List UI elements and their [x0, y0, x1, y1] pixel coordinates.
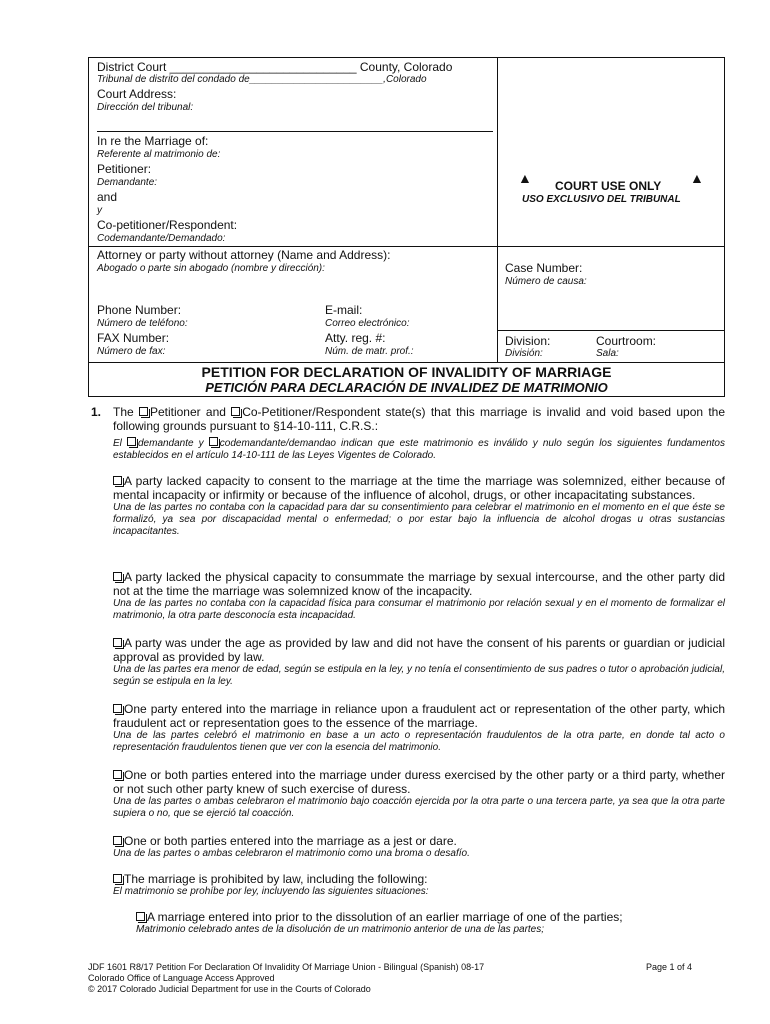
ground-5-text: One or both parties entered into the marriage under duress exercised by the other party or a third party, whether or not such other party knew of such exercise of duress.: [113, 768, 725, 796]
ground-5: [113, 768, 725, 820]
in-re-label-es: Referente al matrimonio de:: [97, 149, 221, 160]
codemandante-checkbox[interactable]: [209, 437, 218, 446]
courtroom-label: Courtroom:: [596, 334, 657, 348]
ground-4-checkbox[interactable]: [113, 704, 122, 713]
ground-7-checkbox[interactable]: [113, 874, 122, 883]
item1-text-a: The: [113, 405, 139, 419]
attorney-label: Attorney or party without attorney (Name and Address):: [97, 248, 391, 262]
case-number-label: Case Number:: [505, 261, 583, 275]
caption-divider-vertical: [497, 57, 498, 363]
address-underline: [97, 131, 493, 132]
sub-ground-1-checkbox[interactable]: [136, 912, 145, 921]
demandante-checkbox[interactable]: [127, 437, 136, 446]
ground-7: [113, 872, 725, 898]
ground-4-text: One party entered into the marriage in reliance upon a fraudulent act or representation of the other party, which fraudulent act or representation goes to the essence of the marriage.: [113, 702, 725, 730]
ground-3-text: A party was under the age as provided by law and did not have the consent of his parents or guardian or judicial approval as provided by law.: [113, 636, 725, 664]
sub-ground-1: [136, 910, 725, 936]
parties-divider: [88, 246, 498, 247]
sub-ground-1-text-es: Matrimonio celebrado antes de la disolución de un matrimonio anterior de una de las partes;: [136, 924, 545, 935]
item1-es-c: codemandante/demandao indican que este matrimonio es inválido y nulo según los siguientes fundamentos establecidos en el artículo 14-10-111 de las Leyes Vigentes de Colorado.: [113, 438, 725, 461]
courtroom-label-es: Sala:: [596, 348, 619, 359]
court-use-divider: [497, 246, 725, 247]
co-petitioner-checkbox[interactable]: [231, 407, 240, 416]
ground-2: [113, 570, 725, 622]
page-title: PETITION FOR DECLARATION OF INVALIDITY OF MARRIAGE: [201, 364, 612, 380]
item1-text: [113, 405, 725, 433]
page-title-es: PETICIÓN PARA DECLARACIÓN DE INVALIDEZ DE MATRIMONIO: [205, 380, 608, 395]
ground-7-text: The marriage is prohibited by law, including the following:: [124, 872, 428, 886]
footer-copyright: © 2017 Colorado Judicial Department for use in the Courts of Colorado: [88, 984, 371, 994]
ground-2-text-es: Una de las partes no contaba con la capacidad física para consumar el matrimonio por relación sexual y en el momento de formalizar el matrimonio, la otra parte desconocía esta incapacidad.: [113, 598, 725, 621]
and-label-es: y: [97, 205, 102, 216]
email-label-es: Correo electrónico:: [325, 318, 410, 329]
ground-5-text-es: Una de las partes o ambas celebraron el matrimonio bajo coacción ejercida por la otra parte o una tercera parte, ya sea que la otra parte supiera o no, que se ejerció tal coacción.: [113, 796, 725, 819]
division-label-es: División:: [505, 348, 543, 359]
atty-reg-label-es: Núm. de matr. prof.:: [325, 346, 414, 357]
fax-label: FAX Number:: [97, 331, 170, 345]
ground-2-checkbox[interactable]: [113, 572, 122, 581]
division-label: Division:: [505, 334, 551, 348]
ground-6-text: One or both parties entered into the marriage as a jest or dare.: [124, 834, 457, 848]
ground-4-text-es: Una de las partes celebró el matrimonio en base a un acto o representación fraudulentos de la otra parte, en donde tal acto o representación fraudulentos tienen que ver con la esencia del matrimonio.: [113, 730, 725, 753]
ground-3-checkbox[interactable]: [113, 638, 122, 647]
ground-2-text: A party lacked the physical capacity to consummate the marriage by sexual intercourse, and the other party did not at the time the marriage was solemnized know of the incapacity.: [113, 570, 725, 598]
ground-1-text: A party lacked capacity to consent to the marriage at the time the marriage was solemnized, either because of mental incapacity or infirmity or because of the influence of alcohol, drugs, or other incapacitating substances.: [113, 474, 725, 502]
footer-form-id: JDF 1601 R8/17 Petition For Declaration Of Invalidity Of Marriage Union - Bilingual (Spanish) 08-17: [88, 962, 485, 972]
ground-6-checkbox[interactable]: [113, 836, 122, 845]
co-petitioner-label-es: Codemandante/Demandado:: [97, 233, 226, 244]
item1-es-b: demandante y: [137, 438, 209, 449]
item1-es-a: El: [113, 438, 127, 449]
item1-text-es: [113, 437, 725, 462]
title-divider: [88, 362, 725, 363]
ground-3-text-es: Una de las partes era menor de edad, según se estipula en la ley, y no tenía el consentimiento de sus padres o tutor o aprobación judicial, según se estipula en la ley.: [113, 664, 725, 687]
phone-label: Phone Number:: [97, 303, 182, 317]
ground-3: [113, 636, 725, 688]
case-number-label-es: Número de causa:: [505, 276, 587, 287]
fax-label-es: Número de fax:: [97, 346, 166, 357]
atty-reg-label: Atty. reg. #:: [325, 331, 386, 345]
district-court-line-es: Tribunal de distrito del condado de________________________,Colorado: [97, 74, 427, 85]
sub-ground-1-text: A marriage entered into prior to the dissolution of an earlier marriage of one of the parties;: [147, 910, 623, 924]
case-number-divider: [497, 330, 725, 331]
ground-6-text-es: Una de las partes o ambas celebraron el matrimonio como una broma o desafío.: [113, 848, 470, 859]
ground-1: [113, 474, 725, 538]
court-address-label: Court Address:: [97, 87, 177, 101]
in-re-label: In re the Marriage of:: [97, 134, 209, 148]
ground-1-checkbox[interactable]: [113, 476, 122, 485]
court-use-only-label-es: USO EXCLUSIVO DEL TRIBUNAL: [522, 194, 681, 205]
phone-label-es: Número de teléfono:: [97, 318, 188, 329]
court-address-label-es: Dirección del tribunal:: [97, 102, 194, 113]
email-label: E-mail:: [325, 303, 363, 317]
ground-1-text-es: Una de las partes no contaba con la capacidad para dar su consentimiento para celebrar el matrimonio en el momento en el que éste se formalizó, ya sea por discapacidad mental o enfermedad; o por estar bajo la influencia de alcohol drogas u otras sustancias incapacitantes.: [113, 502, 725, 537]
attorney-label-es: Abogado o parte sin abogado (nombre y dirección):: [97, 263, 325, 274]
item1-petitioner: Petitioner and: [149, 405, 232, 419]
page-number: Page 1 of 4: [646, 962, 693, 972]
court-use-only-label: COURT USE ONLY: [555, 179, 662, 193]
petitioner-label: Petitioner:: [97, 162, 152, 176]
petitioner-checkbox[interactable]: [139, 407, 148, 416]
ground-6: [113, 834, 725, 860]
ground-5-checkbox[interactable]: [113, 770, 122, 779]
ground-7-text-es: El matrimonio se prohíbe por ley, incluyendo las siguientes situaciones:: [113, 886, 429, 897]
footer-approval: Colorado Office of Language Access Approved: [88, 973, 275, 983]
petitioner-label-es: Demandante:: [97, 177, 158, 188]
ground-4: [113, 702, 725, 754]
triangle-right-icon: ▲: [690, 170, 704, 186]
item1-text-b: Co-Petitioner/Respondent state(s) that this marriage is invalid and void based upon the following grounds pursuant to §14-10-111, C.R.S.:: [113, 405, 726, 433]
triangle-left-icon: ▲: [518, 170, 532, 186]
district-court-line: District Court ____________________________ County, Colorado: [97, 60, 453, 74]
item-number: 1.: [91, 405, 102, 419]
and-label: and: [97, 190, 118, 204]
co-petitioner-label: Co-petitioner/Respondent:: [97, 218, 238, 232]
